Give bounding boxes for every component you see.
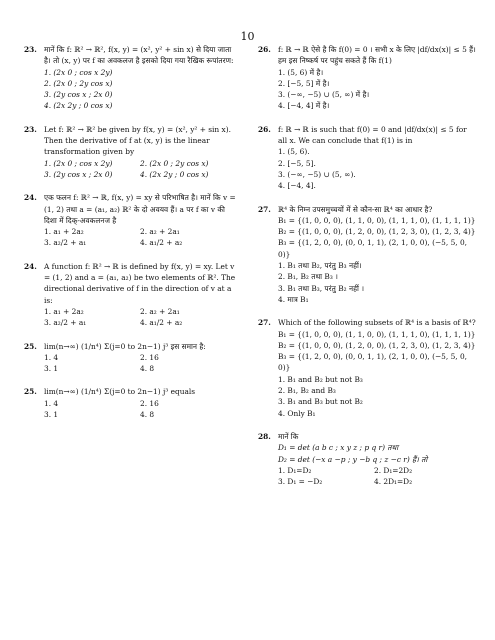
option-1: 1. D₁=D₂ (278, 465, 312, 475)
question-text: Let f: ℝ² → ℝ² be given by f(x, y) = (x², y² + sin x). Then the derivative of f at (x, y) is the linear transformation given by (44, 124, 231, 157)
option-3: 3. D₁ = −D₂ (278, 477, 323, 487)
option-2: 2. (2x 0 ; 2y cos x) (44, 78, 113, 88)
question-text: मानें कि f: ℝ² → ℝ², f(x, y) = (x², y² + sin x) से दिया जाता है। तो (x, y) पर f का अवकलज है इसको दिया गया रैखिक रूपांतरण: (44, 45, 234, 66)
set-b1: B₁ = {(1, 0, 0, 0), (1, 1, 0, 0), (1, 1, 1, 0), (1, 1, 1, 1)} (278, 215, 476, 225)
option-1: 1. 4 (44, 398, 59, 408)
question-number: 23. (24, 45, 37, 54)
option-4: 4. a₁/2 + a₂ (140, 238, 183, 248)
option-3: 3. (−∞, −5) ∪ (5, ∞) में है। (278, 90, 370, 100)
option-3: 3. a₂/2 + a₁ (44, 318, 87, 328)
question-text: A function f: ℝ² → ℝ is defined by f(x, y) = xy. Let v = (1, 2) and a = (a₁, a₂) be two elements of ℝ². The directional derivative of f in the direction of v at a is: (44, 261, 236, 305)
question-number: 25. (24, 387, 37, 397)
option-4: 4. [−4, 4] में है। (278, 101, 330, 111)
option-4: 4. Only B₁ (278, 408, 316, 418)
option-2: 2. B₁, B₂ and B₃ (278, 386, 336, 396)
option-4: 4. 8 (140, 364, 155, 374)
option-2: 2. a₂ + 2a₁ (140, 306, 180, 316)
option-3: 3. (2y cos x ; 2x 0) (44, 169, 113, 179)
option-1: 1. (2x 0 ; cos x 2y) (44, 67, 113, 77)
page-number: 10 (240, 30, 255, 43)
right-column (258, 44, 480, 487)
option-2: 2. (2x 0 ; 2y cos x) (140, 158, 209, 168)
option-2: 2. 16 (140, 352, 159, 362)
question-text: एक फलन f: ℝ² → ℝ, f(x, y) = xy से परिभाषित है। मानें कि v = (1, 2) तथा a = (a₁, a₂) ℝ² के दो अवयव हैं। a पर f का v की दिशा में दिक्-अवकलनज है (44, 193, 236, 225)
question-25-hindi (24, 341, 239, 375)
option-4: 4. (2x 2y ; 0 cos x) (44, 101, 113, 111)
option-4: 4. 8 (140, 410, 155, 420)
question-number: 25. (24, 341, 37, 351)
question-number: 27. (258, 318, 271, 328)
option-2: 2. a₂ + 2a₁ (140, 227, 180, 237)
option-3: 3. a₂/2 + a₁ (44, 238, 87, 248)
question-26-hindi (258, 44, 480, 112)
question-26-english (258, 124, 480, 192)
question-number: 26. (258, 124, 271, 134)
determinant-d1: D₁ = det (a b c ; x y z ; p q r) तथा (278, 443, 399, 453)
question-27-english (258, 317, 480, 419)
option-1: 1. (2x 0 ; cos x 2y) (44, 158, 113, 168)
question-text: ℝ⁴ के निम्न उपसमुच्चयों में से कौन-सा ℝ⁴ का आधार है? (278, 204, 433, 214)
question-23-hindi (24, 44, 239, 112)
question-text: Which of the following subsets of ℝ⁴ is a basis of ℝ⁴? (278, 318, 476, 328)
determinant-d2: D₂ = det (−x a −p ; y −b q ; z −c r) हैं। तो (278, 454, 428, 464)
set-b1: B₁ = {(1, 0, 0, 0), (1, 1, 0, 0), (1, 1, 1, 0), (1, 1, 1, 1)} (278, 329, 476, 339)
option-2: 2. B₁, B₂ तथा B₃ । (278, 272, 338, 282)
question-number: 24. (24, 193, 37, 203)
set-b3: B₃ = {(1, 2, 0, 0), (0, 0, 1, 1), (2, 1, 0, 0), (−5, 5, 0, 0)} (278, 238, 468, 259)
question-number: 24. (24, 261, 37, 271)
question-number: 26. (258, 45, 271, 54)
option-3: 3. (−∞, −5) ∪ (5, ∞). (278, 169, 356, 179)
question-number: 28. (258, 431, 271, 441)
option-2: 2. 16 (140, 398, 159, 408)
set-b2: B₂ = {(1, 0, 0, 0), (1, 2, 0, 0), (1, 2, 3, 0), (1, 2, 3, 4)} (278, 340, 476, 350)
option-3: 3. B₁ and B₃ but not B₂ (278, 397, 363, 407)
option-1: 1. (5, 6). (278, 147, 310, 157)
option-1: 1. a₁ + 2a₂ (44, 306, 84, 316)
option-4: 4. a₁/2 + a₂ (140, 318, 183, 328)
option-4: 4. (2x 2y ; 0 cos x) (140, 169, 209, 179)
option-3: 3. 1 (44, 364, 59, 374)
set-b3: B₃ = {(1, 2, 0, 0), (0, 0, 1, 1), (2, 1, 0, 0), (−5, 5, 0, 0)} (278, 352, 468, 373)
option-4: 4. [−4, 4]. (278, 181, 316, 191)
question-27-hindi (258, 204, 480, 306)
option-2: 2. D₁=2D₂ (374, 465, 413, 475)
option-3: 3. (2y cos x ; 2x 0) (44, 90, 113, 100)
question-text: f: ℝ → ℝ is such that f(0) = 0 and |df/dx(x)| ≤ 5 for all x. We can conclude that f(1) is in (278, 124, 467, 146)
option-2: 2. [−5, 5] में है। (278, 78, 330, 88)
question-text: lim(n→∞) (1/n⁴) Σ(j=0 to 2n−1) j³ इस समान है: (44, 341, 206, 351)
question-number: 23. (24, 124, 37, 134)
option-4: 4. 2D₁=D₂ (374, 477, 413, 487)
option-1: 1. 4 (44, 352, 59, 362)
question-text: मानें कि (278, 431, 299, 441)
option-2: 2. [−5, 5]. (278, 158, 316, 168)
question-25-english (24, 386, 239, 420)
left-column (24, 44, 239, 420)
set-b2: B₂ = {(1, 0, 0, 0), (1, 2, 0, 0), (1, 2, 3, 0), (1, 2, 3, 4)} (278, 227, 476, 237)
question-text: lim(n→∞) (1/n⁴) Σ(j=0 to 2n−1) j³ equals (44, 387, 196, 397)
option-3: 3. B₁ तथा B₃, परंतु B₂ नहीं । (278, 283, 365, 293)
question-24-hindi (24, 192, 239, 248)
question-text: f: ℝ → ℝ ऐसे है कि f(0) = 0 । सभी x के लिए |df/dx(x)| ≤ 5 हैं। हम इस निष्कर्ष पर पहुंच सकते हैं कि f(1) (278, 45, 476, 66)
option-4: 4. मात्र B₁ (278, 294, 309, 304)
option-1: 1. B₁ and B₂ but not B₃ (278, 374, 363, 384)
question-24-english (24, 261, 239, 329)
question-23-english (24, 124, 239, 180)
option-1: 1. B₁ तथा B₂, परंतु B₃ नहीं। (278, 261, 362, 271)
option-3: 3. 1 (44, 410, 59, 420)
option-1: 1. a₁ + 2a₂ (44, 227, 84, 237)
option-1: 1. (5, 6) में है। (278, 67, 324, 77)
question-number: 27. (258, 204, 271, 214)
question-28-hindi (258, 431, 480, 487)
